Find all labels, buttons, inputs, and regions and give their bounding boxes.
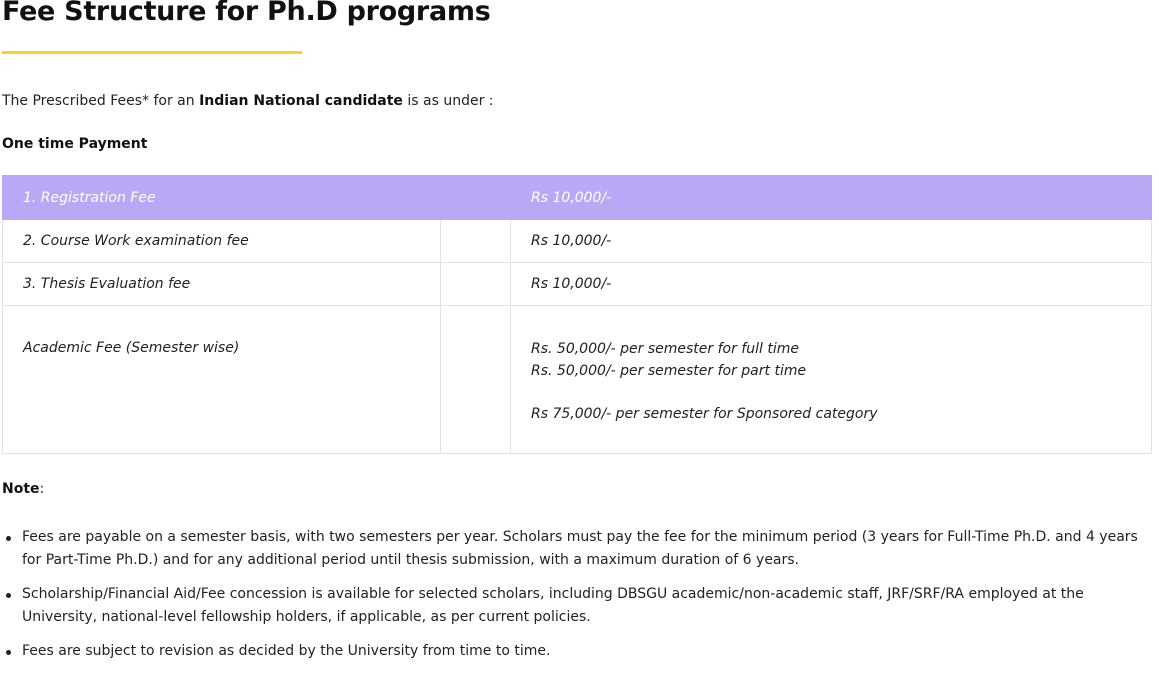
bullet-dot-icon [6,593,11,598]
academic-fee-lines [531,338,1151,425]
fee-label: 1. Registration Fee [3,176,511,220]
academic-fee-label: Academic Fee (Semester wise) [23,340,240,356]
fee-row-coursework [3,220,1152,263]
fee-amount: Rs 10,000/- [511,220,1152,263]
academic-fee-line: Rs. 50,000/- per semester for full time [531,341,799,357]
intro-suffix: is as under : [402,93,494,109]
intro-prefix: The Prescribed Fees* for an [2,93,200,109]
fee-row-thesis [3,263,1152,306]
intro-text [2,91,494,111]
note-suffix: : [39,481,45,497]
page-title: Fee Structure for Ph.D programs [2,0,491,27]
empty-cell [441,263,511,306]
academic-fee-label-cell [3,306,441,454]
list-item [2,526,1147,572]
note-label: Note [2,481,40,497]
bullet-dot-icon [6,650,11,655]
fee-amount: Rs 10,000/- [511,176,1152,220]
empty-cell [441,220,511,263]
fee-amount: Rs 10,000/- [511,263,1152,306]
fee-row-registration [3,176,1152,220]
list-item [2,640,1147,663]
intro-emphasis: Indian National candidate [199,93,403,109]
fee-table [2,175,1152,454]
list-item-text: Fees are payable on a semester basis, with two semesters per year. Scholars must pay the fee for the minimum period (3 years for Full-Time Ph.D. and 4 years for Part-Time Ph.D.) and for any additional period until thesis submission, with a maximum duration of 6 years. [22,529,1138,568]
note-heading [2,479,44,499]
list-item [2,583,1147,629]
academic-fee-line: Rs 75,000/- per semester for Sponsored category [531,406,878,422]
list-item-text: Fees are subject to revision as decided by the University from time to time. [22,643,551,659]
title-underline [2,51,302,54]
academic-fee-line: Rs. 50,000/- per semester for part time [531,363,807,379]
list-item-text: Scholarship/Financial Aid/Fee concession is available for selected scholars, including DBSGU academic/non-academic staff, JRF/SRF/RA employed at the University, national-level fellowship holders, if applicable, as per current policies. [22,586,1084,625]
academic-fee-amount-cell [511,306,1152,454]
fee-row-academic [3,306,1152,454]
fee-label: 3. Thesis Evaluation fee [3,263,441,306]
section-label: One time Payment [2,136,148,152]
fee-label: 2. Course Work examination fee [3,220,441,263]
empty-cell [441,306,511,454]
bullet-dot-icon [6,536,11,541]
note-list [2,526,1147,674]
